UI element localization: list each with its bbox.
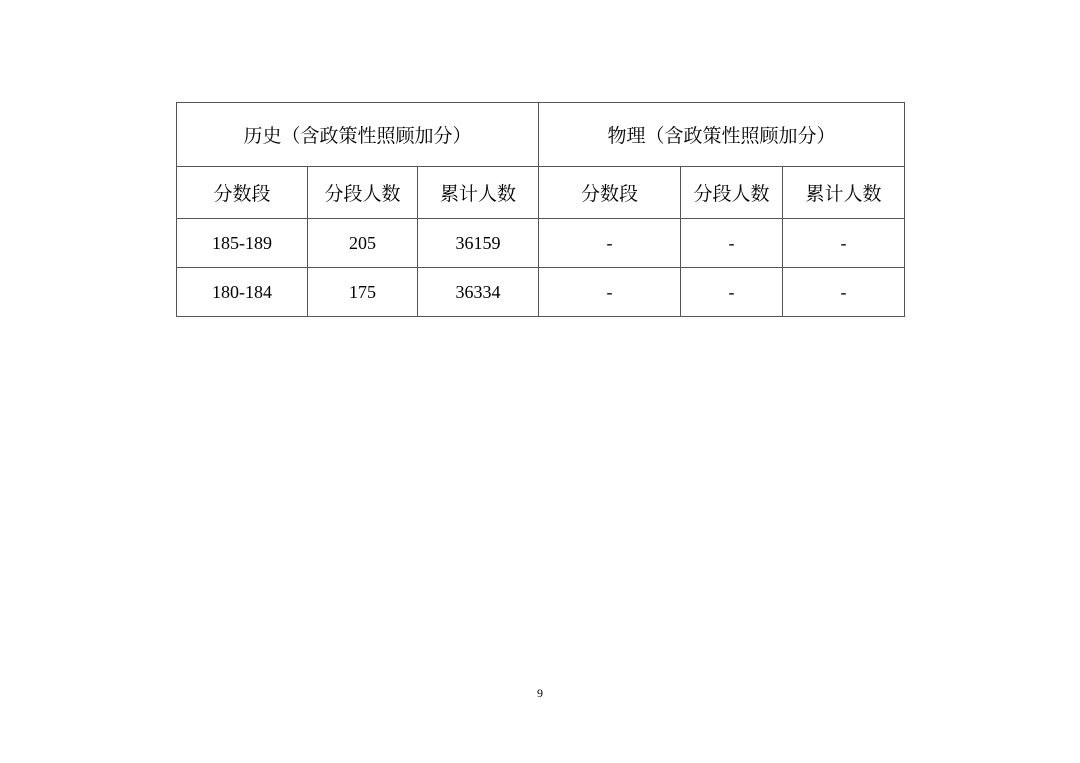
page-number: 9: [537, 686, 543, 700]
group-header-row: [177, 103, 905, 167]
table-cell: 36159: [418, 219, 539, 268]
table-cell: -: [681, 219, 783, 268]
table-cell: 205: [308, 219, 418, 268]
table-cell: 180-184: [177, 268, 308, 317]
physics-cumulative-count-header: 累计人数: [783, 167, 905, 219]
history-score-range-header: 分数段: [177, 167, 308, 219]
table-cell: -: [783, 268, 905, 317]
table-cell: -: [681, 268, 783, 317]
table-row: [177, 219, 905, 268]
table-cell: -: [539, 219, 681, 268]
table-cell: 36334: [418, 268, 539, 317]
physics-group-header: 物理（含政策性照顾加分）: [539, 103, 905, 167]
history-cumulative-count-header: 累计人数: [418, 167, 539, 219]
score-distribution-table: [176, 102, 905, 317]
table-cell: -: [539, 268, 681, 317]
physics-score-range-header: 分数段: [539, 167, 681, 219]
table-cell: 185-189: [177, 219, 308, 268]
history-segment-count-header: 分段人数: [308, 167, 418, 219]
physics-segment-count-header: 分段人数: [681, 167, 783, 219]
table-cell: 175: [308, 268, 418, 317]
history-group-header: 历史（含政策性照顾加分）: [177, 103, 539, 167]
table-row: [177, 268, 905, 317]
table-cell: -: [783, 219, 905, 268]
column-header-row: [177, 167, 905, 219]
